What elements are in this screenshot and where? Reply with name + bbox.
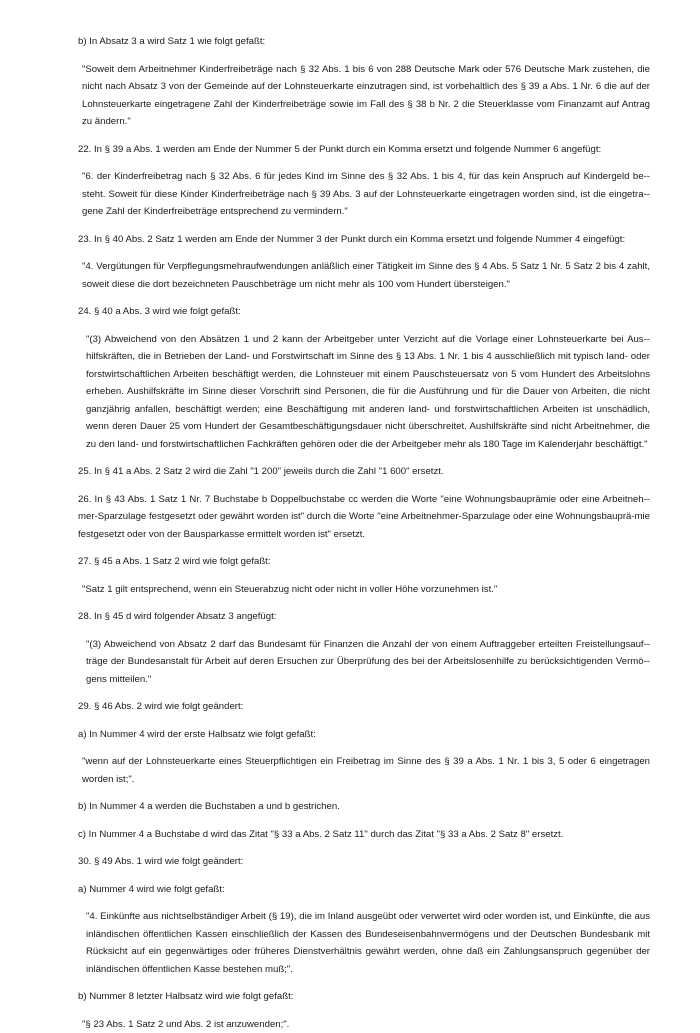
amendment-item: 27. § 45 a Abs. 1 Satz 2 wird wie folgt gefaßt: (64, 553, 650, 571)
amendment-subitem: a) In Nummer 4 wird der erste Halbsatz wie folgt gefaßt: (64, 726, 650, 744)
quoted-text: "(3) Abweichend von Absatz 2 darf das Bundesamt für Finanzen die Anzahl der von einem Auftraggeber erteilten Freistellungsauf-träge der Bundesanstalt für Arbeit auf deren Ersuchen zur Überprüfung des bei der Arbeitslosenhilfe zu berücksichtigenden Vermö-gens mitteilen." (64, 636, 650, 689)
amendment-item: 23. In § 40 Abs. 2 Satz 1 werden am Ende der Nummer 3 der Punkt durch ein Komma ersetzt und folgende Nummer 4 eingefügt: (64, 231, 650, 249)
amendment-subitem: c) In Nummer 4 a Buchstabe d wird das Zitat "§ 33 a Abs. 2 Satz 11" durch das Zitat "§ 33 a Abs. 2 Satz 8" ersetzt. (64, 826, 650, 844)
amendment-item: 24. § 40 a Abs. 3 wird wie folgt gefaßt: (64, 303, 650, 321)
quoted-text: "wenn auf der Lohnsteuerkarte eines Steuerpflichtigen ein Freibetrag im Sinne des § 39 a Abs. 1 Nr. 1 bis 3, 5 oder 6 eingetragen worden ist;". (64, 753, 650, 788)
amendment-subitem: a) Nummer 4 wird wie folgt gefaßt: (64, 881, 650, 899)
quoted-text: "(3) Abweichend von den Absätzen 1 und 2 kann der Arbeitgeber unter Verzicht auf die Vorlage einer Lohnsteuerkarte bei Aus-hilfskräften, die in Betrieben der Land- und Forstwirtschaft im Sinne des § 13 Abs. 1 Nr. 1 bis 4 ausschließlich mit typisch land- oder forstwirtschaftlichen Arbeiten beschäftigt werden, die Lohnsteuer mit einem Pauschsteuersatz von 5 vom Hundert des Arbeitslohns erheben. Aushilfskräfte im Sinne dieser Vorschrift sind Personen, die für die Ausführung und für die Dauer von Arbeiten, die nicht ganzjährig anfallen, beschäftigt werden; eine Beschäftigung mit anderen land- und forstwirtschaftlichen Arbeiten ist unschädlich, wenn deren Dauer 25 vom Hundert der Gesamtbeschäftigungsdauer nicht überschreitet. Aushilfskräfte sind nicht Arbeitnehmer, die zu den land- und forstwirtschaftlichen Fachkräften gehören oder die der Arbeitgeber mehr als 180 Tage im Kalenderjahr beschäftigt." (64, 331, 650, 454)
amendment-subitem: b) In Nummer 4 a werden die Buchstaben a und b gestrichen. (64, 798, 650, 816)
quoted-text: "§ 23 Abs. 1 Satz 2 und Abs. 2 ist anzuwenden;". (64, 1016, 650, 1033)
amendment-item: 26. In § 43 Abs. 1 Satz 1 Nr. 7 Buchstabe b Doppelbuchstabe cc werden die Worte "eine Wohnungsbauprämie oder eine Arbeitneh-mer-Sparzulage festgesetzt oder gewährt worden ist" durch die Worte "eine Arbeitnehmer-Sparzulage oder eine Wohnungsbauprä-mie festgesetzt oder von der Bausparkasse ermittelt worden ist" ersetzt. (64, 491, 650, 544)
document-body (64, 33, 650, 1033)
amendment-subitem: b) Nummer 8 letzter Halbsatz wird wie folgt gefaßt: (64, 988, 650, 1006)
quoted-text: "Soweit dem Arbeitnehmer Kinderfreibeträge nach § 32 Abs. 1 bis 6 von 288 Deutsche Mark oder 576 Deutsche Mark zustehen, die nicht nach Absatz 3 von der Gemeinde auf der Lohnsteuerkarte einzutragen sind, ist vorbehaltlich des § 39 a Abs. 1 Nr. 6 die auf der Lohnsteuerkarte eingetragene Zahl der Kinderfreibeträge sowie im Fall des § 38 b Nr. 2 die Steuerklasse vom Finanzamt auf Antrag zu ändern." (64, 61, 650, 131)
amendment-item: 29. § 46 Abs. 2 wird wie folgt geändert: (64, 698, 650, 716)
amendment-item: 30. § 49 Abs. 1 wird wie folgt geändert: (64, 853, 650, 871)
amendment-subitem: b) In Absatz 3 a wird Satz 1 wie folgt gefaßt: (64, 33, 650, 51)
quoted-text: "4. Vergütungen für Verpflegungsmehraufwendungen anläßlich einer Tätigkeit im Sinne des § 4 Abs. 5 Satz 1 Nr. 5 Satz 2 bis 4 zahlt, soweit diese die dort bezeichneten Pauschbeträge um nicht mehr als 100 vom Hundert übersteigen." (64, 258, 650, 293)
amendment-item: 28. In § 45 d wird folgender Absatz 3 angefügt: (64, 608, 650, 626)
quoted-text: "4. Einkünfte aus nichtselbständiger Arbeit (§ 19), die im Inland ausgeübt oder verwertet wird oder worden ist, und Einkünfte, die aus inländischen öffentlichen Kassen einschließlich der Kassen des Bundeseisenbahnvermögens und der Deutschen Bundesbank mit Rücksicht auf ein gegenwärtiges oder früheres Dienstverhältnis gewährt werden, ohne daß ein Zahlungsanspruch gegenüber der inländischen öffentlichen Kasse bestehen muß;". (64, 908, 650, 978)
amendment-item: 25. In § 41 a Abs. 2 Satz 2 wird die Zahl "1 200" jeweils durch die Zahl "1 600" ersetzt. (64, 463, 650, 481)
quoted-text: "Satz 1 gilt entsprechend, wenn ein Steuerabzug nicht oder nicht in voller Höhe vorzunehmen ist." (64, 581, 650, 599)
quoted-text: "6. der Kinderfreibetrag nach § 32 Abs. 6 für jedes Kind im Sinne des § 32 Abs. 1 bis 4, für das kein Anspruch auf Kindergeld be-steht. Soweit für diese Kinder Kinderfreibeträge nach § 39 Abs. 3 auf der Lohnsteuerkarte eingetragen worden sind, ist die eingetra-gene Zahl der Kinderfreibeträge entsprechend zu vermindern." (64, 168, 650, 221)
amendment-item: 22. In § 39 a Abs. 1 werden am Ende der Nummer 5 der Punkt durch ein Komma ersetzt und folgende Nummer 6 angefügt: (64, 141, 650, 159)
